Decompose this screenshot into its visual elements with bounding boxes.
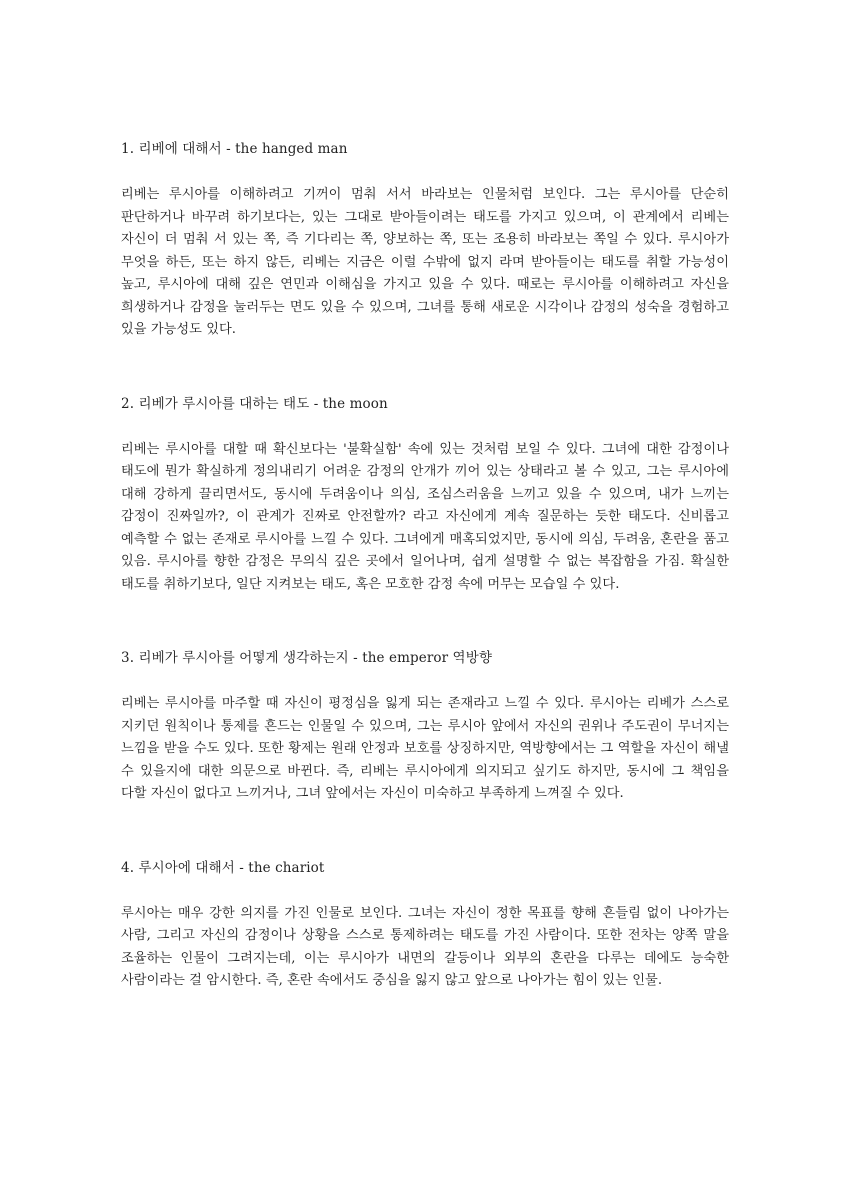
section-hanged-man (121, 138, 729, 342)
section-paragraph: 리베는 루시아를 마주할 때 자신이 평정심을 잃게 되는 존재라고 느낄 수 있다. 루시아는 리베가 스스로 지키던 원칙이나 통제를 흔드는 인물일 수 있으며, 그는 루시아 앞에서 자신의 권위나 주도권이 무너지는 느낌을 받을 수도 있다. 또한 황제는 원래 안정과 보호를 상징하지만, 역방향에서는 그 역할을 자신이 해낼 수 있을지에 대한 의문으로 바뀐다. 즉, 리베는 루시아에게 의지되고 싶기도 하지만, 동시에 그 책임을 다할 자신이 없다고 느끼거나, 그녀 앞에서는 자신이 미숙하고 부족하게 느껴질 수 있다. (121, 696, 729, 801)
section-paragraph: 리베는 루시아를 대할 때 확신보다는 '불확실함' 속에 있는 것처럼 보일 수 있다. 그녀에 대한 감정이나 태도에 뭔가 확실하게 정의내리기 어려운 감정의 안개가 끼어 있는 상태라고 볼 수 있고, 그는 루시아에 대해 강하게 끌리면서도, 동시에 두려움이나 의심, 조심스러움을 느끼고 있을 수 있으며, 내가 느끼는 감정이 진짜일까?, 이 관계가 진짜로 안전할까? 라고 자신에게 계속 질문하는 듯한 태도다. 신비롭고 예측할 수 없는 존재로 루시아를 느낄 수 있다. 그녀에게 매혹되었지만, 동시에 의심, 두려움, 혼란을 품고 있음. 루시아를 향한 감정은 무의식 깊은 곳에서 일어나며, 쉽게 설명할 수 없는 복잡함을 가짐. 확실한 태도를 취하기보다, 일단 지켜보는 태도, 혹은 모호한 감정 속에 머무는 모습일 수 있다. (121, 441, 729, 592)
section-heading: 4. 루시아에 대해서 - the chariot (121, 859, 325, 876)
section-emperor-reversed (121, 647, 729, 806)
section-heading: 2. 리베가 루시아를 대하는 태도 - the moon (121, 395, 388, 412)
section-paragraph: 리베는 루시아를 이해하려고 기꺼이 멈춰 서서 바라보는 인물처럼 보인다. 그는 루시아를 단순히 판단하거나 바꾸려 하기보다는, 있는 그대로 받아들이려는 태도를 가지고 있으며, 이 관계에서 리베는 자신이 더 멈춰 서 있는 쪽, 즉 기다리는 쪽, 양보하는 쪽, 또는 조용히 바라보는 쪽일 수 있다. 루시아가 무엇을 하든, 또는 하지 않든, 리베는 지금은 이럴 수밖에 없지 라며 받아들이는 태도를 취할 가능성이 높고, 루시아에 대해 깊은 연민과 이해심을 가지고 있을 수 있다. 때로는 루시아를 이해하려고 자신을 희생하거나 감정을 눌러두는 면도 있을 수 있으며, 그녀를 통해 새로운 시각이나 감정의 성숙을 경험하고 있을 가능성도 있다. (121, 187, 729, 337)
section-paragraph: 루시아는 매우 강한 의지를 가진 인물로 보인다. 그녀는 자신이 정한 목표를 향해 흔들림 없이 나아가는 사람, 그리고 자신의 감정이나 상황을 스스로 통제하려는 태도를 가진 사람이다. 또한 전차는 양쪽 말을 조율하는 인물이 그려지는데, 이는 루시아가 내면의 갈등이나 외부의 혼란을 다루는 데에도 능숙한 사람이라는 걸 암시한다. 즉, 혼란 속에서도 중심을 잃지 않고 앞으로 나아가는 힘이 있는 인물. (121, 905, 729, 988)
section-the-moon (121, 393, 729, 597)
section-heading: 3. 리베가 루시아를 어떻게 생각하는지 - the emperor 역방향 (121, 650, 492, 666)
section-heading: 1. 리베에 대해서 - the hanged man (121, 141, 348, 157)
section-chariot (121, 857, 729, 993)
document-body (121, 138, 729, 993)
